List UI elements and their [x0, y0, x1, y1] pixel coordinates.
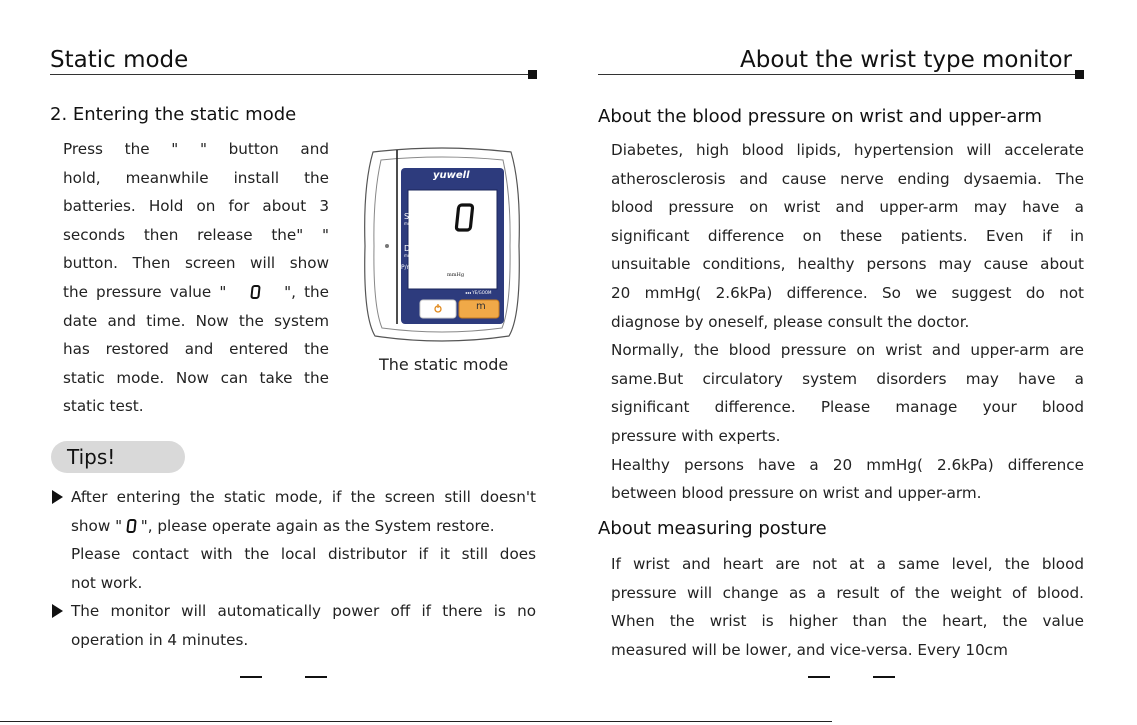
- section2-line: If wrist and heart are not at a same level, the blood: [611, 555, 1084, 573]
- zero-digit-icon: [126, 519, 136, 533]
- device-m-button: m: [476, 301, 486, 312]
- intro-line: seconds then release the" ": [63, 225, 329, 244]
- section2-paragraph: [611, 550, 1084, 664]
- tip-1: [71, 483, 536, 597]
- device-unit-label: mmHg: [447, 272, 465, 278]
- tip-line: The monitor will automatically power off if there is no: [71, 602, 536, 620]
- section2-line: When the wrist is higher than the heart, the value: [611, 612, 1084, 631]
- section2-title: About measuring posture: [598, 518, 827, 539]
- pressure-value-text-a: the pressure value ": [63, 282, 227, 301]
- section1-line: Normally, the blood pressure on wrist and upper-arm are: [611, 341, 1084, 360]
- zero-digit-icon: [250, 285, 260, 299]
- tip-line: not work.: [71, 573, 143, 592]
- page-number-mark: [240, 676, 262, 678]
- section2-line: measured will be lower, and vice-versa. Every 10cm: [611, 640, 1008, 659]
- bottom-edge-line: [0, 721, 832, 722]
- section1-paragraph: [611, 136, 1084, 508]
- right-header-square: [1075, 70, 1084, 79]
- tip-2: [71, 597, 536, 654]
- tip-line: Please contact with the local distributor if it still does: [71, 545, 536, 564]
- pressure-value-text-b: ", the: [284, 282, 329, 301]
- bullet-arrow-icon: [52, 490, 63, 504]
- intro-line: static mode. Now can take the: [63, 368, 329, 387]
- right-header-rule: [598, 74, 1084, 75]
- section2-line: pressure will change as a result of the weight of blood.: [611, 583, 1084, 602]
- right-page-header: About the wrist type monitor: [740, 47, 1073, 73]
- section1-line: atherosclerosis and cause nerve ending dysaemia. The: [611, 169, 1084, 188]
- intro-line: static test.: [63, 397, 144, 416]
- tips-badge: Tips!: [51, 441, 185, 473]
- device-dia-label: DIA: [404, 244, 418, 253]
- bullet-arrow-icon: [52, 604, 63, 618]
- page-number-mark: [305, 676, 327, 678]
- intro-paragraph: [63, 135, 329, 421]
- intro-line: batteries. Hold on for about 3: [63, 197, 329, 216]
- section1-line: unsuitable conditions, healthy persons may cause about: [611, 255, 1084, 274]
- section1-line: 20 mmHg( 2.6kPa) difference. So we suggest do not: [611, 283, 1084, 302]
- left-page-header: Static mode: [50, 47, 189, 73]
- section1-title: About the blood pressure on wrist and upper-arm: [598, 106, 1043, 127]
- tip-text-b: ", please operate again as the System restore.: [140, 516, 495, 535]
- section1-line: pressure with experts.: [611, 426, 781, 445]
- device-pulse-label: P/min: [401, 264, 418, 271]
- tip-text-a: show ": [71, 516, 123, 535]
- left-header-square: [528, 70, 537, 79]
- intro-line: date and time. Now the system: [63, 311, 329, 330]
- device-sys-label: SYS: [404, 212, 420, 221]
- monitor-illustration: [361, 146, 523, 344]
- device-sys-unit: mmHg: [404, 221, 418, 226]
- device-memory-label: ◂◂◂ YE/GOOM: [465, 290, 492, 295]
- left-section-title: 2. Entering the static mode: [50, 104, 297, 125]
- section1-line: same.But circulatory system disorders may have a: [611, 369, 1084, 388]
- page-number-mark: [873, 676, 895, 678]
- tip-line: operation in 4 minutes.: [71, 630, 249, 649]
- device-brand: yuwell: [433, 170, 470, 181]
- device-dia-unit: mmHg: [404, 253, 418, 258]
- section1-line: significant difference. Please manage your blood: [611, 398, 1084, 417]
- section1-line: Diabetes, high blood lipids, hypertension will accelerate: [611, 141, 1084, 159]
- section1-line: Healthy persons have a 20 mmHg( 2.6kPa) difference: [611, 455, 1084, 474]
- section1-line: blood pressure on wrist and upper-arm may have a: [611, 198, 1084, 217]
- intro-line-pressure-value: [63, 278, 329, 307]
- tip-line: [71, 512, 536, 541]
- intro-line: has restored and entered the: [63, 340, 329, 359]
- left-header-rule: [50, 74, 536, 75]
- page-number-mark: [808, 676, 830, 678]
- intro-line: hold, meanwhile install the: [63, 168, 329, 187]
- section1-line: diagnose by oneself, please consult the doctor.: [611, 312, 970, 331]
- section1-line: significant difference on these patients. Even if in: [611, 226, 1084, 245]
- intro-line: button. Then screen will show: [63, 254, 329, 273]
- tip-line: After entering the static mode, if the screen still doesn't: [71, 488, 536, 506]
- figure-caption: The static mode: [379, 355, 509, 374]
- intro-line: Press the " " button and: [63, 140, 329, 158]
- section1-line: between blood pressure on wrist and upper-arm.: [611, 484, 982, 503]
